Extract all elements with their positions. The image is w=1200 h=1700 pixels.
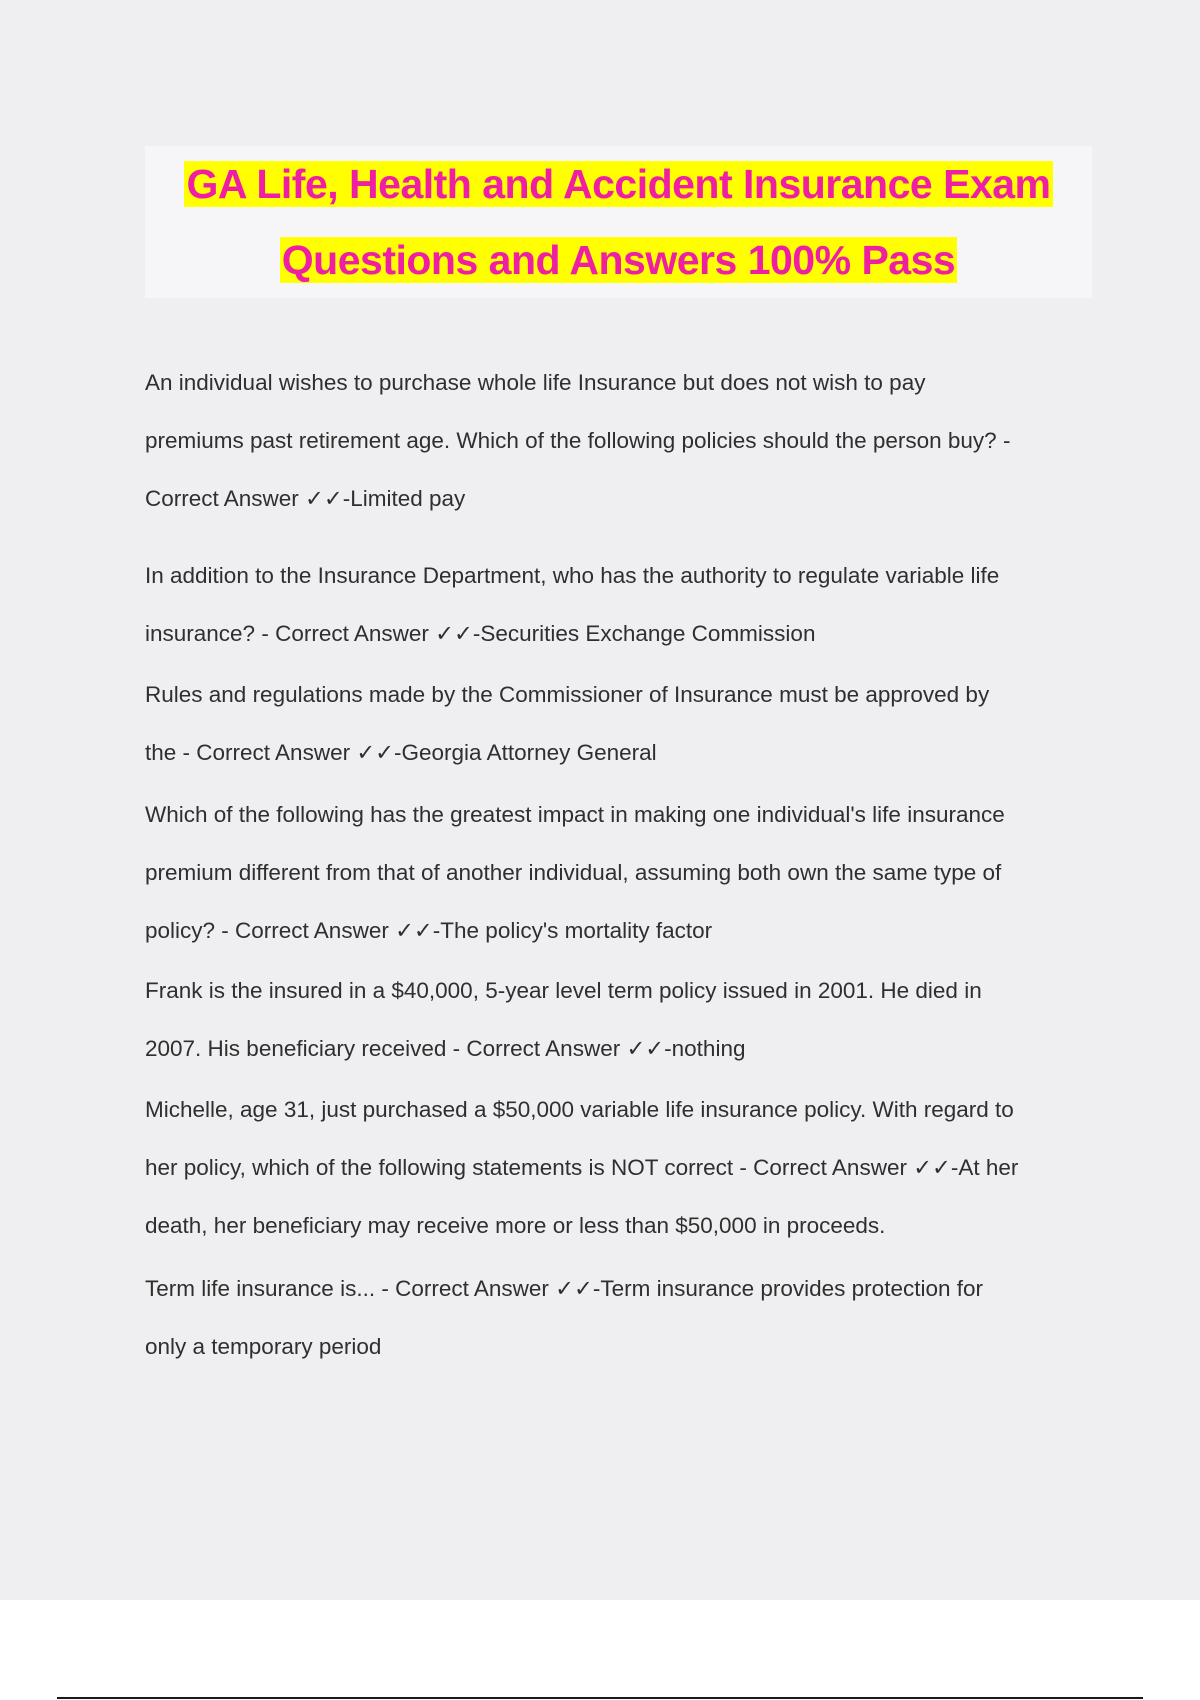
qa-line: premiums past retirement age. Which of the following policies should the person buy? - (145, 428, 1011, 453)
title-block (145, 146, 1092, 298)
qa-line: death, her beneficiary may receive more or less than $50,000 in proceeds. (145, 1213, 886, 1238)
qa-line: In addition to the Insurance Department, who has the authority to regulate variable life (145, 563, 1000, 588)
qa-item-4 (145, 786, 1105, 960)
title-line-2 (145, 222, 1092, 298)
title-line-1 (145, 146, 1092, 222)
qa-line: only a temporary period (145, 1334, 382, 1359)
qa-item-7 (145, 1260, 1105, 1376)
title-text-1: GA Life, Health and Accident Insurance Exam (186, 161, 1051, 207)
qa-line: Correct Answer ✓✓-Limited pay (145, 486, 466, 511)
qa-line: Term life insurance is... - Correct Answer ✓✓-Term insurance provides protection for (145, 1276, 983, 1301)
qa-line: her policy, which of the following statements is NOT correct - Correct Answer ✓✓-At her (145, 1155, 1019, 1180)
qa-line: premium different from that of another individual, assuming both own the same type of (145, 860, 1002, 885)
qa-line: Michelle, age 31, just purchased a $50,000 variable life insurance policy. With regard to (145, 1097, 1014, 1122)
qa-line: An individual wishes to purchase whole life Insurance but does not wish to pay (145, 370, 926, 395)
qa-line: insurance? - Correct Answer ✓✓-Securities Exchange Commission (145, 621, 816, 646)
qa-item-5 (145, 962, 1105, 1078)
title-text-2: Questions and Answers 100% Pass (281, 237, 956, 283)
qa-item-6 (145, 1081, 1105, 1255)
qa-line: the - Correct Answer ✓✓-Georgia Attorney General (145, 740, 657, 765)
qa-item-1 (145, 354, 1105, 528)
qa-item-2 (145, 547, 1105, 663)
qa-item-3 (145, 666, 1105, 782)
qa-line: policy? - Correct Answer ✓✓-The policy's mortality factor (145, 918, 713, 943)
qa-line: Which of the following has the greatest impact in making one individual's life insurance (145, 802, 1005, 827)
qa-line: Rules and regulations made by the Commissioner of Insurance must be approved by (145, 682, 990, 707)
qa-line: 2007. His beneficiary received - Correct Answer ✓✓-nothing (145, 1036, 746, 1061)
qa-line: Frank is the insured in a $40,000, 5-year level term policy issued in 2001. He died in (145, 978, 982, 1003)
page-divider (57, 1697, 1143, 1699)
